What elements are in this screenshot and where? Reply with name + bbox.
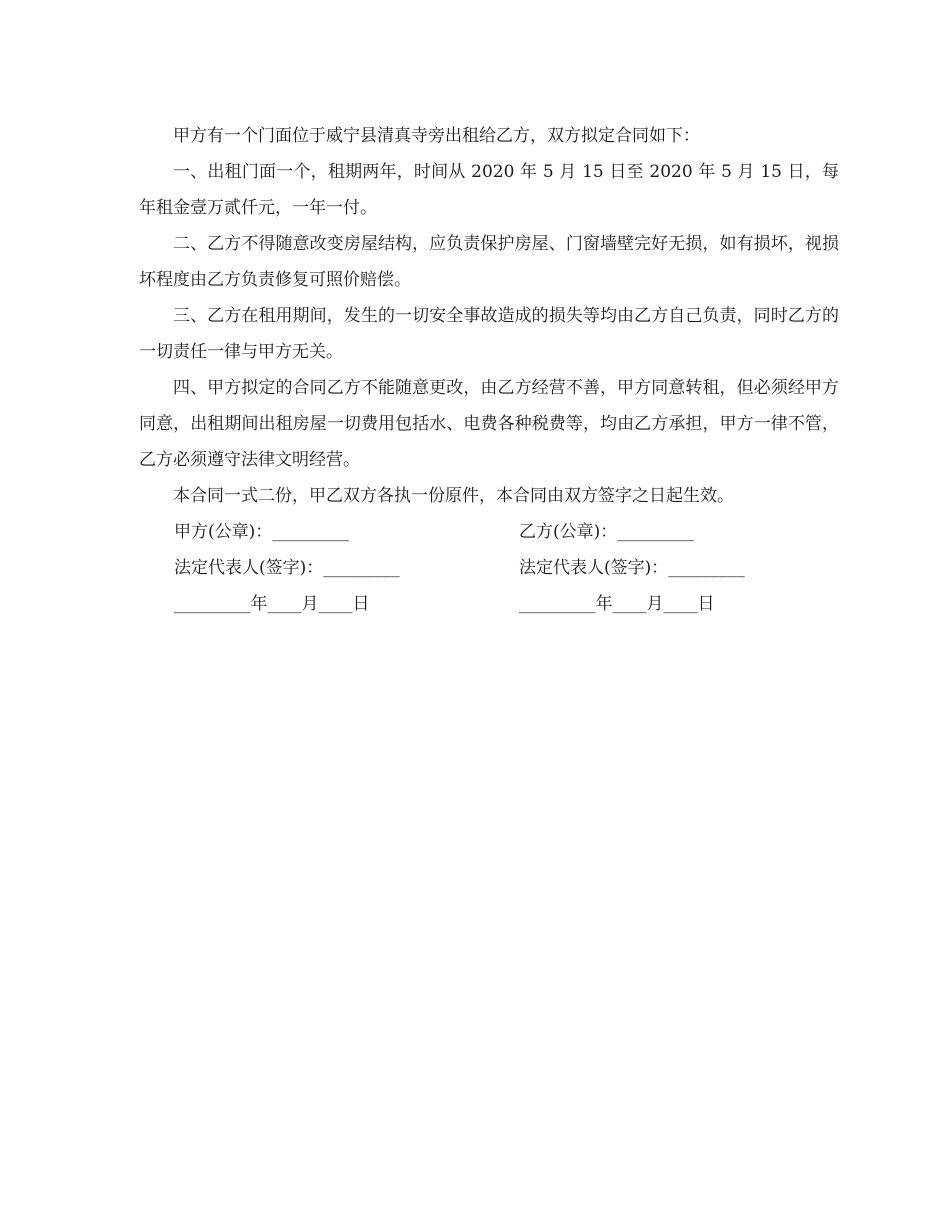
- party-b-date-field: _________年____月____日: [519, 594, 715, 614]
- party-a-rep-field: 法定代表人(签字)：_________: [174, 558, 400, 578]
- clause-4: 四、甲方拟定的合同乙方不能随意更改，由乙方经营不善，甲方同意转租，但必须经甲方同意，出租期间出租房屋一切费用包括水、电费各种税费等，均由乙方承担，甲方一律不管，乙方必须遵守法律文明经营。: [139, 378, 839, 470]
- effective-clause: 本合同一式二份，甲乙双方各执一份原件，本合同由双方签字之日起生效。: [173, 486, 734, 506]
- signature-rep-row: [139, 550, 839, 586]
- signature-seal-row: [139, 514, 839, 550]
- party-a-date-field: _________年____月____日: [174, 594, 370, 614]
- contract-intro: 甲方有一个门面位于威宁县清真寺旁出租给乙方，双方拟定合同如下：: [173, 126, 700, 146]
- clause-3: 三、乙方在租用期间，发生的一切安全事故造成的损失等均由乙方自己负责，同时乙方的一切责任一律与甲方无关。: [139, 306, 839, 362]
- party-b-rep-field: 法定代表人(签字)：_________: [519, 558, 745, 578]
- party-b-seal-field: 乙方(公章)：_________: [519, 522, 694, 542]
- clause-2: 二、乙方不得随意改变房屋结构，应负责保护房屋、门窗墙壁完好无损，如有损坏，视损坏程度由乙方负责修复可照价赔偿。: [139, 234, 839, 290]
- contract-body: [139, 118, 839, 622]
- signature-date-row: [139, 586, 839, 622]
- clause-1: 一、出租门面一个，租期两年，时间从 2020 年 5 月 15 日至 2020 年 5 月 15 日，每年租金壹万贰仟元，一年一付。: [139, 162, 839, 218]
- party-a-seal-field: 甲方(公章)：_________: [174, 522, 349, 542]
